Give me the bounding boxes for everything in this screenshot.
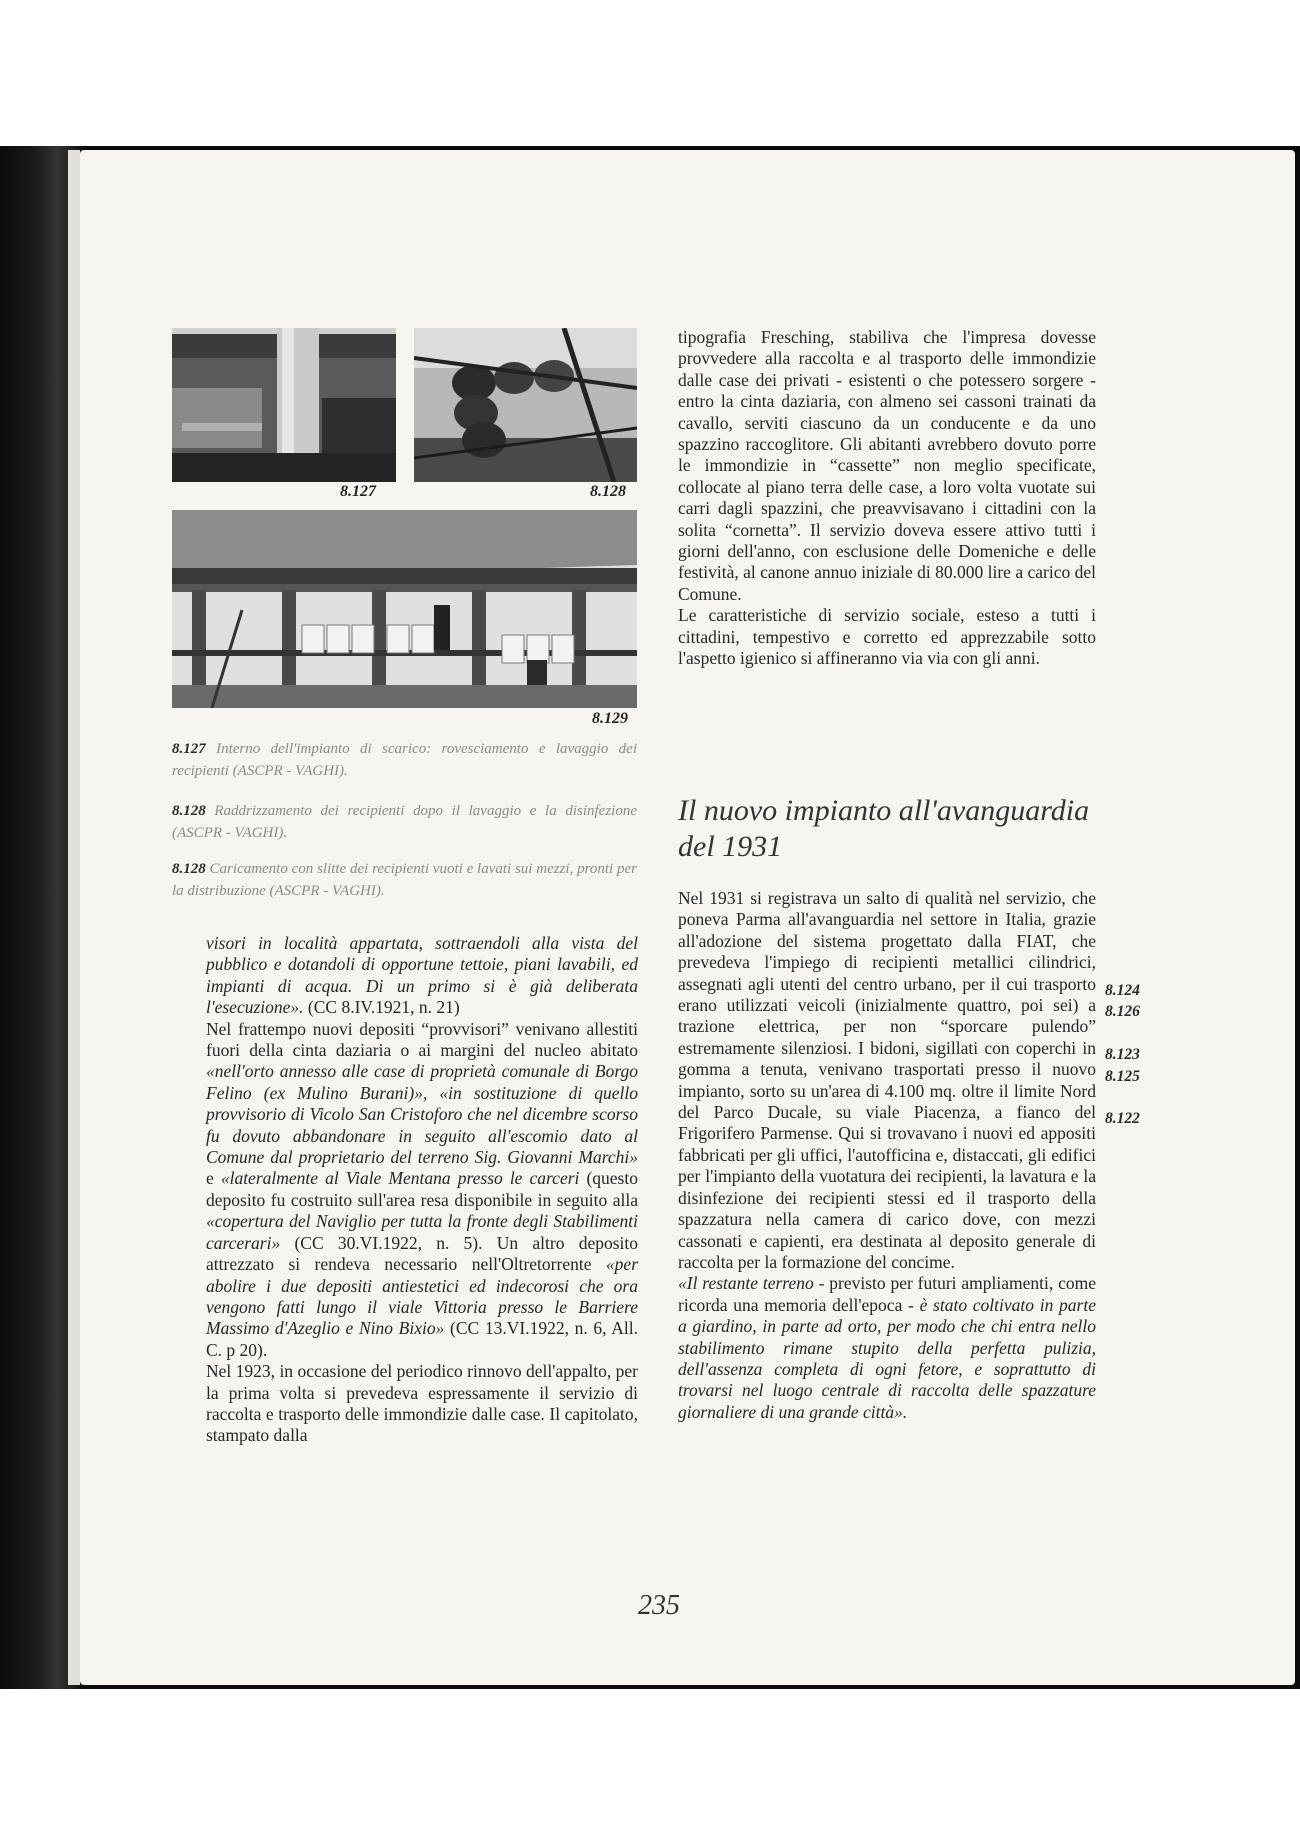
caption-text: Caricamento con slitte dei recipienti vuoti e lavati sui mezzi, pronti per la distribuzione (ASCPR - VAGHI).	[172, 861, 637, 899]
right-text-column-top	[678, 327, 1096, 670]
figure-label-8-129: 8.129	[592, 710, 628, 727]
margin-ref: 8.122	[1105, 1110, 1140, 1128]
section-heading: Il nuovo impianto all'avanguardia del 1931	[678, 794, 1090, 863]
paragraph: tipografia Fresching, stabiliva che l'impresa dovesse provvedere alla raccolta e al trasporto delle immondizie dalle case dei privati - esistenti o che potessero sorgere - entro la cinta daziaria, con almeno sei cassoni trainati da cavallo, serviti ciascuno da un conducente e da uno spazzino raccoglitore. Gli abitanti avrebbero dovuto porre le immondizie in “cassette” non meglio specificate, collocate al piano terra delle case, a loro volta vuotate sui carri dagli spazzini, che preavvisavano i cittadini con la solita “cornetta”. Il servizio doveva essere attivo tutti i giorni dell'anno, con esclusione delle Domeniche e delle festività, al canone annuo iniziale di 80.000 lire a carico del Comune.	[678, 327, 1096, 604]
photo-8-127	[172, 328, 396, 482]
left-text-column	[206, 933, 638, 1447]
paragraph: Nel 1931 si registrava un salto di qualità nel servizio, che poneva Parma all'avanguardia nel settore in Italia, grazie all'adozione del sistema progettato dalla FIAT, che prevedeva l'impiego di recipienti metallici cilindrici, assegnati agli utenti del centro urbano, per il cui trasporto erano utilizzati veicoli (inizialmente quattro, poi sei) a trazione elettrica, per non “sporcare pulendo” estremamente silenziosi. I bidoni, sigillati con coperchi in gomma a tenuta, venivano trasportati presso il nuovo impianto, sorto su un'area di 4.100 mq. oltre il limite Nord del Parco Ducale, su viale Piacenza, a fianco del Frigorifero Parmense. Qui si trovavano i nuovi ed appositi fabbricati per gli uffici, l'autofficina e, distaccati, gli edifici per l'impianto della vuotatura dei recipienti, la lavatura e la disinfezione dei recipienti stessi ed il trasporto della spazzatura nella camera di carico dove, con mezzi cassonati e capienti, era destinata al deposito generale di raccolta per la formazione del concime.	[678, 888, 1096, 1272]
paragraph: Le caratteristiche di servizio sociale, esteso a tutti i cittadini, tempestivo e corretto ed apprezzabile sotto l'aspetto igienico si affineranno via via con gli anni.	[678, 605, 1096, 669]
margin-ref: 8.123	[1105, 1046, 1140, 1064]
margin-ref	[1105, 1023, 1140, 1044]
caption-text: Raddrizzamento dei recipienti dopo il lavaggio e la disinfezione (ASCPR - VAGHI).	[172, 803, 637, 841]
page-number: 235	[638, 1590, 680, 1621]
caption-8-127	[172, 738, 637, 782]
margin-ref	[1105, 1087, 1140, 1108]
margin-ref: 8.125	[1105, 1067, 1140, 1085]
caption-number: 8.128	[172, 861, 206, 877]
right-text-column-bottom	[678, 888, 1096, 1423]
photo-8-129	[172, 510, 637, 708]
paragraph: visori in località appartata, sottraendoli alla vista del pubblico e dotandoli di opportune tettoie, piani lavabili, ed impianti di acqua. Di un primo si è già deliberata l'esecuzione». (CC 8.IV.1921, n. 21)	[206, 933, 638, 1018]
photo-8-128	[414, 328, 637, 482]
figure-label-8-128: 8.128	[590, 483, 626, 500]
paragraph: Nel 1923, in occasione del periodico rinnovo dell'appalto, per la prima volta si prevedeva espressamente il servizio di raccolta e trasporto delle immondizie dalle case. Il capitolato, stampato dalla	[206, 1361, 638, 1446]
caption-8-129	[172, 858, 637, 902]
previous-page-edge	[68, 150, 80, 1685]
margin-figure-refs	[1105, 980, 1140, 1130]
margin-ref: 8.126	[1105, 1003, 1140, 1021]
figure-label-8-127: 8.127	[340, 483, 376, 500]
caption-8-128	[172, 800, 637, 844]
caption-number: 8.127	[172, 741, 206, 757]
caption-number: 8.128	[172, 803, 206, 819]
paragraph: Nel frattempo nuovi depositi “provvisori” venivano allestiti fuori della cinta daziaria o ai margini del nucleo abitato «nell'orto annesso alle case di proprietà comunale di Borgo Felino (ex Mulino Burani)», «in sostituzione di quello provvisorio di Vicolo San Cristoforo che nel dicembre scorso fu dovuto abbandonare in seguito all'escomio dato al Comune dal proprietario del terreno Sig. Giovanni Marchi» e «lateralmente al Viale Mentana presso le carceri (questo deposito fu costruito sull'area resa disponibile in seguito alla «copertura del Naviglio per tutta la fronte degli Stabilimenti carcerari» (CC 30.VI.1922, n. 5). Un altro deposito attrezzato si rendeva necessario nell'Oltretorrente «per abolire i due depositi antiestetici ed indecorosi che ora vengono fatti lungo il viale Vittoria presso le Barriere Massimo d'Azeglio e Nino Bixio» (CC 13.VI.1922, n. 6, All. C. p 20).	[206, 1018, 638, 1360]
paragraph: «Il restante terreno - previsto per futuri ampliamenti, come ricorda una memoria dell'epoca - è stato coltivato in parte a giardino, in parte ad orto, per modo che chi entra nello stabilimento rimane stupito della perfetta pulizia, dell'assenza completa di ogni fetore, e soprattutto di trovarsi nel luogo centrale di raccolta delle spazzature giornaliere di una grande città».	[678, 1273, 1096, 1422]
margin-ref: 8.124	[1105, 982, 1140, 999]
caption-text: Interno dell'impianto di scarico: rovesciamento e lavaggio dei recipienti (ASCPR - VAGHI).	[172, 741, 637, 779]
